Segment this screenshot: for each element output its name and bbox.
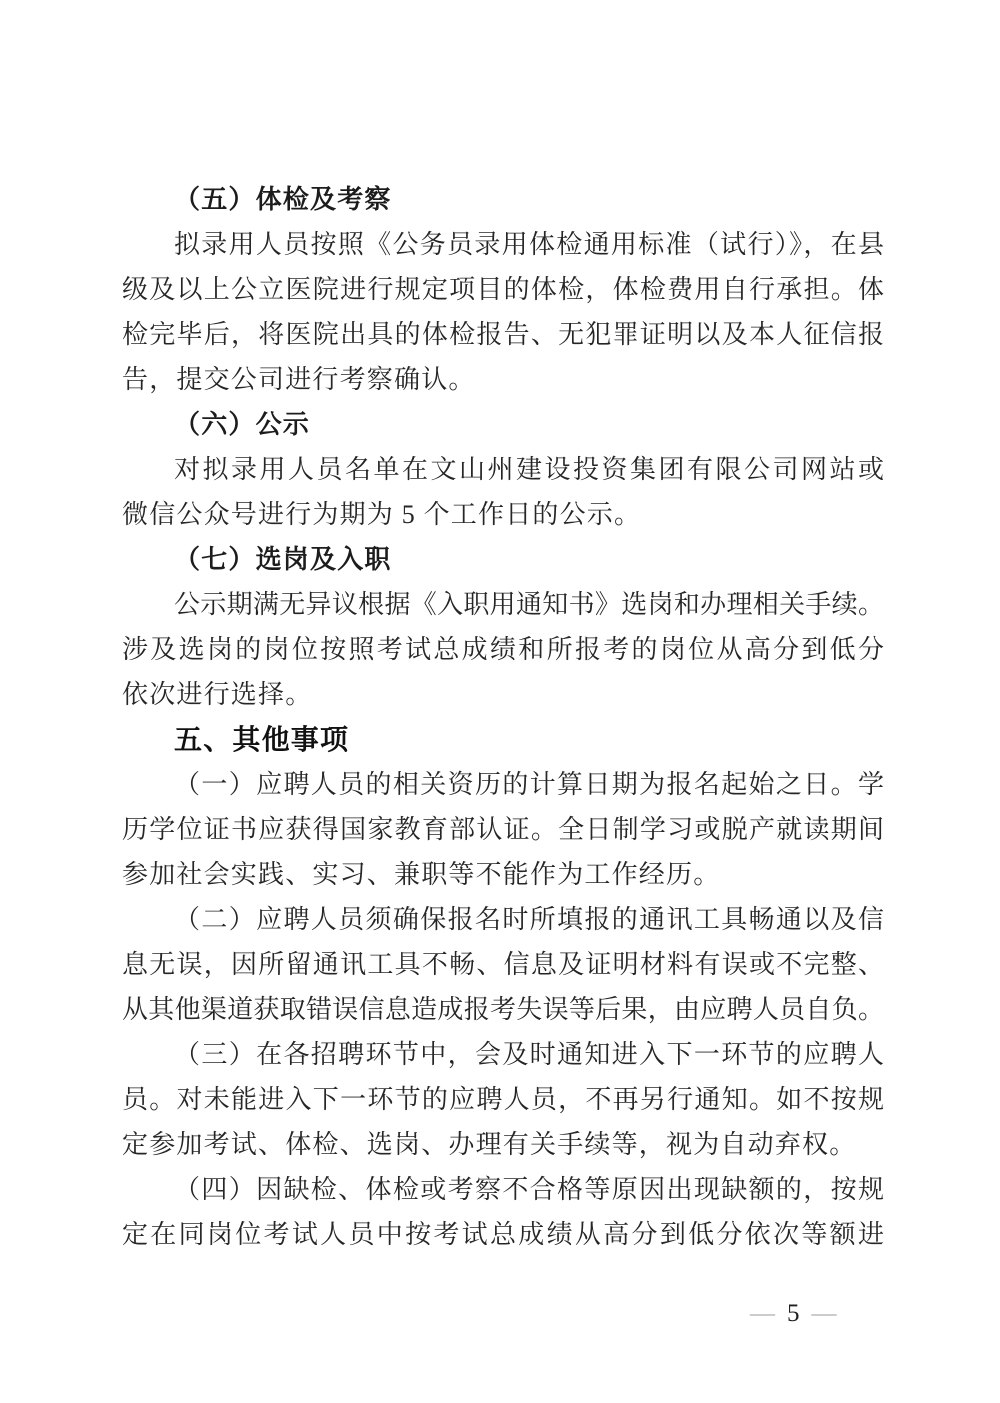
- body-text-line: 定在同岗位考试人员中按考试总成绩从高分到低分依次等额进: [122, 1220, 884, 1249]
- body-text-line: 从其他渠道获取错误信息造成报考失误等后果，由应聘人员自负。: [122, 995, 884, 1024]
- sub-section-heading: （六）公示: [174, 410, 311, 439]
- body-text-line: （四）因缺检、体检或考察不合格等原因出现缺额的，按规: [174, 1175, 884, 1204]
- body-text-line: 历学位证书应获得国家教育部认证。全日制学习或脱产就读期间: [122, 815, 884, 844]
- body-text-line: 依次进行选择。: [122, 680, 313, 709]
- footer-dash-left: —: [750, 1302, 775, 1324]
- body-text-line: 对拟录用人员名单在文山州建设投资集团有限公司网站或: [174, 455, 884, 484]
- section-heading: 五、其他事项: [174, 724, 350, 755]
- page-footer: [750, 1291, 837, 1336]
- body-text-line: 定参加考试、体检、选岗、办理有关手续等，视为自动弃权。: [122, 1130, 857, 1159]
- body-text-line: 涉及选岗的岗位按照考试总成绩和所报考的岗位从高分到低分: [122, 635, 884, 664]
- body-text-line: 微信公众号进行为期为 5 个工作日的公示。: [122, 500, 642, 529]
- footer-dash-right: —: [811, 1302, 837, 1324]
- body-text-line: （一）应聘人员的相关资历的计算日期为报名起始之日。学: [174, 770, 884, 799]
- body-text-line: 公示期满无异议根据《入职用通知书》选岗和办理相关手续。: [174, 590, 884, 619]
- body-text-line: 息无误，因所留通讯工具不畅、信息及证明材料有误或不完整、: [122, 950, 884, 979]
- sub-section-heading: （七）选岗及入职: [174, 545, 392, 574]
- sub-section-heading: （五）体检及考察: [174, 185, 392, 214]
- body-text-line: 告，提交公司进行考察确认。: [122, 365, 476, 394]
- body-text-line: 拟录用人员按照《公务员录用体检通用标准（试行）》，在县: [174, 230, 884, 259]
- body-text-line: （三）在各招聘环节中，会及时通知进入下一环节的应聘人: [174, 1040, 884, 1069]
- body-text-line: （二）应聘人员须确保报名时所填报的通讯工具畅通以及信: [174, 905, 884, 934]
- body-text-line: 员。对未能进入下一环节的应聘人员，不再另行通知。如不按规: [122, 1085, 884, 1114]
- body-text-line: 参加社会实践、实习、兼职等不能作为工作经历。: [122, 860, 721, 889]
- page-number: 5: [787, 1299, 800, 1327]
- body-text-line: 检完毕后，将医院出具的体检报告、无犯罪证明以及本人征信报: [122, 320, 884, 349]
- body-text-line: 级及以上公立医院进行规定项目的体检，体检费用自行承担。体: [122, 275, 884, 304]
- document-body: [122, 177, 884, 1257]
